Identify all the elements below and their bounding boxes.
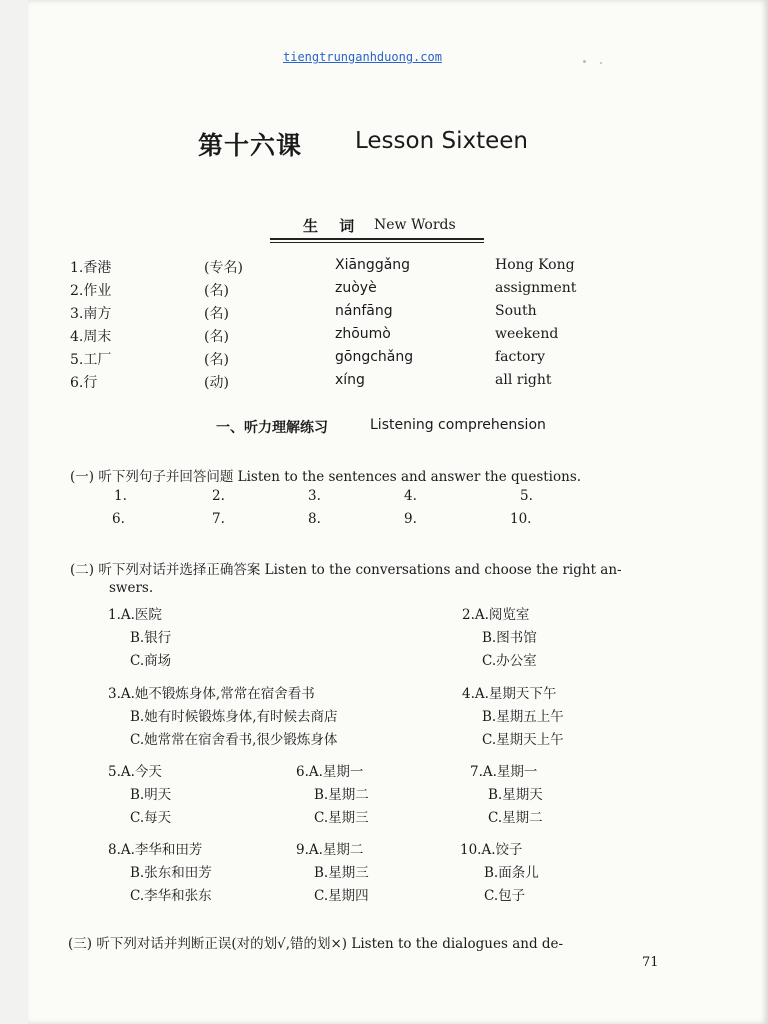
- question-option: C.星期四: [314, 888, 369, 904]
- question-option: B.图书馆: [482, 630, 537, 646]
- question-option: B.张东和田芳: [130, 865, 212, 881]
- answer-number: 3.: [308, 488, 321, 504]
- vocab-pos: (专名): [204, 260, 243, 276]
- question-option: 5.A.今天: [108, 764, 162, 780]
- vocab-pos: (名): [204, 283, 229, 299]
- question-option: B.银行: [130, 630, 172, 646]
- part2-instruction-cont: swers.: [109, 580, 154, 596]
- answer-number: 2.: [212, 488, 225, 504]
- question-option: B.明天: [130, 787, 172, 803]
- question-option: 9.A.星期二: [296, 842, 364, 858]
- page-number: 71: [642, 955, 659, 970]
- answer-number: 9.: [404, 511, 417, 527]
- question-option: C.办公室: [482, 653, 537, 669]
- question-option: 10.A.饺子: [460, 842, 523, 858]
- question-option: 8.A.李华和田芳: [108, 842, 203, 858]
- question-option: B.她有时候锻炼身体,有时候去商店: [130, 709, 338, 725]
- part1-instruction: (一) 听下列句子并回答问题 Listen to the sentences and answer the questions.: [70, 469, 582, 485]
- question-option: C.每天: [130, 810, 172, 826]
- part2-instruction: (二) 听下列对话并选择正确答案 Listen to the conversations and choose the right an-: [70, 562, 622, 578]
- vocab-pinyin: xíng: [335, 372, 365, 388]
- new-words-heading-cn: 生 词: [303, 217, 363, 235]
- answer-number: 6.: [112, 511, 125, 527]
- vocab-english: weekend: [495, 326, 559, 342]
- section-heading-en: Listening comprehension: [370, 417, 546, 433]
- watermark-link[interactable]: tiengtrunganhduong.com: [283, 50, 442, 64]
- question-option: C.商场: [130, 653, 172, 669]
- heading-rule: [270, 238, 484, 240]
- answer-number: 8.: [308, 511, 321, 527]
- scan-speck: [583, 60, 586, 63]
- vocab-pos: (名): [204, 352, 229, 368]
- vocab-word: 5.工厂: [70, 352, 112, 368]
- question-option: C.星期二: [488, 810, 543, 826]
- vocab-word: 6.行: [70, 375, 98, 391]
- answer-number: 7.: [212, 511, 225, 527]
- part3-instruction: (三) 听下列对话并判断正误(对的划√,错的划×) Listen to the dialogues and de-: [68, 936, 564, 952]
- question-option: C.星期天上午: [482, 732, 564, 748]
- vocab-english: assignment: [495, 280, 577, 296]
- vocab-english: all right: [495, 372, 552, 388]
- answer-number: 10.: [510, 511, 532, 527]
- question-option: 3.A.她不锻炼身体,常常在宿舍看书: [108, 686, 315, 702]
- question-option: B.面条儿: [484, 865, 539, 881]
- lesson-title-en: Lesson Sixteen: [355, 128, 528, 154]
- vocab-pos: (名): [204, 306, 229, 322]
- vocab-english: South: [495, 303, 537, 319]
- question-option: C.她常常在宿舍看书,很少锻炼身体: [130, 732, 338, 748]
- question-option: C.李华和张东: [130, 888, 212, 904]
- question-option: C.包子: [484, 888, 526, 904]
- vocab-pos: (动): [204, 375, 229, 391]
- question-option: B.星期五上午: [482, 709, 564, 725]
- vocab-word: 1.香港: [70, 260, 112, 276]
- vocab-english: factory: [495, 349, 546, 365]
- new-words-heading-en: New Words: [374, 217, 456, 233]
- answer-number: 5.: [520, 488, 533, 504]
- question-option: 2.A.阅览室: [462, 607, 530, 623]
- vocab-word: 4.周末: [70, 329, 112, 345]
- question-option: 4.A.星期天下午: [462, 686, 557, 702]
- vocab-english: Hong Kong: [495, 257, 575, 273]
- vocab-pinyin: zuòyè: [335, 280, 377, 296]
- vocab-pinyin: zhōumò: [335, 326, 391, 342]
- vocab-pinyin: gōngchǎng: [335, 349, 414, 365]
- vocab-word: 3.南方: [70, 306, 112, 322]
- vocab-pos: (名): [204, 329, 229, 345]
- scan-speck: [600, 62, 602, 64]
- heading-rule: [270, 242, 484, 243]
- question-option: 6.A.星期一: [296, 764, 364, 780]
- answer-number: 1.: [114, 488, 127, 504]
- lesson-title-cn: 第十六课: [198, 131, 303, 160]
- vocab-pinyin: nánfāng: [335, 303, 393, 319]
- question-option: B.星期三: [314, 865, 369, 881]
- section-heading-cn: 一、听力理解练习: [216, 420, 328, 436]
- vocab-word: 2.作业: [70, 283, 112, 299]
- question-option: B.星期天: [488, 787, 543, 803]
- question-option: C.星期三: [314, 810, 369, 826]
- question-option: 1.A.医院: [108, 607, 162, 623]
- question-option: B.星期二: [314, 787, 369, 803]
- question-option: 7.A.星期一: [470, 764, 538, 780]
- vocab-pinyin: Xiānggǎng: [335, 257, 411, 273]
- answer-number: 4.: [404, 488, 417, 504]
